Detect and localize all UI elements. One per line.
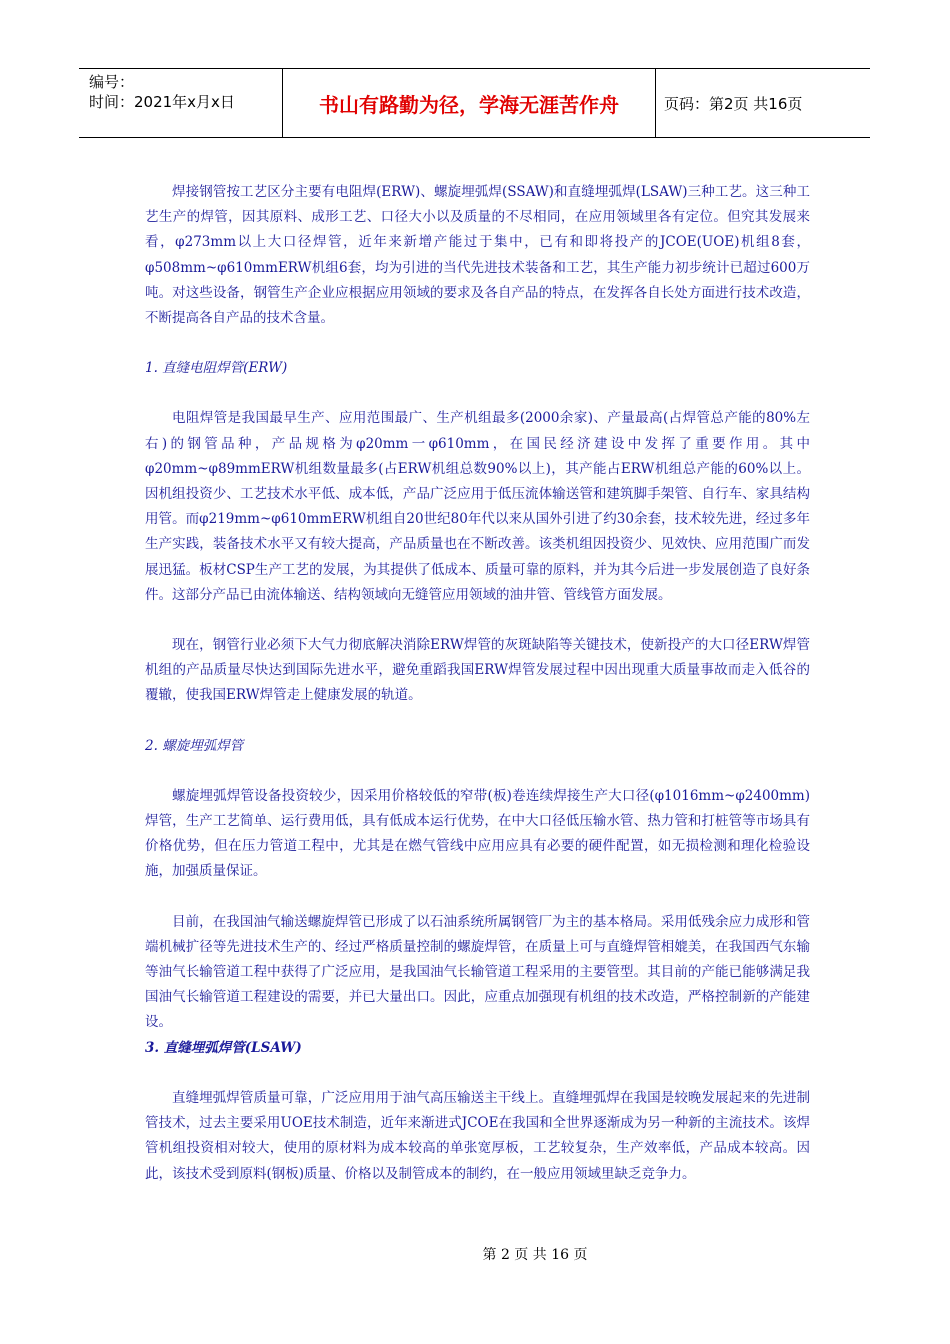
paragraph-lsaw: 直缝埋弧焊管质量可靠，广泛应用用于油气高压输送主干线上。直缝埋弧焊在我国是较晚发展起来的先进制管技术，过去主要采用UOE技术制造，近年来渐进式JCOE在我国和全世界逐渐成为另一种新的主流技术。该焊管机组投资相对较大，使用的原材料为成本较高的单张宽厚板，工艺较复杂，生产效率低，产品成本较高。因此，该技术受到原料(钢板)质量、价格以及制管成本的制约，在一般应用领域里缺乏竞争力。: [145, 1089, 810, 1182]
page-header: [79, 68, 870, 138]
section-heading-lsaw: 3. 直缝埋弧焊管(LSAW): [145, 1039, 302, 1056]
paragraph-intro: 焊接钢管按工艺区分主要有电阻焊(ERW)、螺旋埋弧焊(SSAW)和直缝埋弧焊(LSAW)三种工艺。这三种工艺生产的焊管，因其原料、成形工艺、口径大小以及质量的不尽相同，在应用领域里各有定位。但究其发展来看，φ273mm以上大口径焊管，近年来新增产能过于集中，已有和即将投产的JCOE(UOE)机组8套，φ508mm~φ610mmERW机组6套，均为引进的当代先进技术装备和工艺，其生产能力初步统计已超过600万吨。对这些设备，钢管生产企业应根据应用领域的要求及各自产品的特点，在发挥各自长处方面进行技术改造，不断提高各自产品的技术含量。: [145, 184, 810, 327]
paragraph-erw-2: 现在，钢管行业必须下大气力彻底解决消除ERW焊管的灰斑缺陷等关键技术，使新投产的大口径ERW焊管机组的产品质量尽快达到国际先进水平，避免重蹈我国ERW焊管发展过程中因出现重大质量事故而走入低谷的覆辙，使我国ERW焊管走上健康发展的轨道。: [145, 637, 810, 704]
section-heading-ssaw: 2. 螺旋埋弧焊管: [145, 737, 244, 754]
document-date: 时间：2021年x月x日: [89, 93, 235, 111]
page-footer: 第 2 页 共 16 页: [482, 1247, 588, 1263]
paragraph-erw-1: 电阻焊管是我国最早生产、应用范围最广、生产机组最多(2000余家)、产量最高(占焊管总产能的80%左右)的钢管品种，产品规格为φ20mm一φ610mm，在国民经济建设中发挥了重要作用。其中φ20mm~φ89mmERW机组数量最多(占ERW机组总数90%以上)，其产能占ERW机组总产能的60%以上。因机组投资少、工艺技术水平低、成本低，产品广泛应用于低压流体输送管和建筑脚手架管、自行车、家具结构用管。而φ219mm~φ610mmERW机组自20世纪80年代以来从国外引进了约30余套，技术较先进，经过多年生产实践，装备技术水平又有较大提高，产品质量也在不断改善。该类机组因投资少、见效快、应用范围广而发展迅猛。板材CSP生产工艺的发展，为其提供了低成本、质量可靠的原料，并为其今后进一步发展创造了良好条件。这部分产品已由流体输送、结构领域向无缝管应用领域的油井管、管线管方面发展。: [145, 410, 810, 603]
header-meta: [79, 69, 283, 137]
paragraph-ssaw-2: 目前，在我国油气输送螺旋焊管已形成了以石油系统所属钢管厂为主的基本格局。采用低残余应力成形和管端机械扩径等先进技术生产的、经过严格质量控制的螺旋焊管，在质量上可与直缝焊管相媲美，在我国西气东输等油气长输管道工程中获得了广泛应用，是我国油气长输管道工程采用的主要管型。其目前的产能已能够满足我国油气长输管道工程建设的需要，并已大量出口。因此，应重点加强现有机组的技术改造，严格控制新的产能建设。: [145, 913, 810, 1031]
section-heading-erw: 1. 直缝电阻焊管(ERW): [145, 360, 288, 377]
header-page-info: 页码：第2页 共16页: [664, 94, 803, 113]
header-motto: 书山有路勤为径，学海无涯苦作舟: [283, 69, 656, 137]
document-body: [145, 180, 810, 1187]
document-number-label: 编号：: [89, 73, 135, 91]
paragraph-ssaw-1: 螺旋埋弧焊管设备投资较少，因采用价格较低的窄带(板)卷连续焊接生产大口径(φ1016mm~φ2400mm)焊管，生产工艺简单、运行费用低，具有低成本运行优势，在中大口径低压输水管、热力管和打桩管等市场具有价格优势，但在压力管道工程中，尤其是在燃气管线中应用应具有必要的硬件配置，如无损检测和理化检验设施，加强质量保证。: [145, 787, 810, 880]
